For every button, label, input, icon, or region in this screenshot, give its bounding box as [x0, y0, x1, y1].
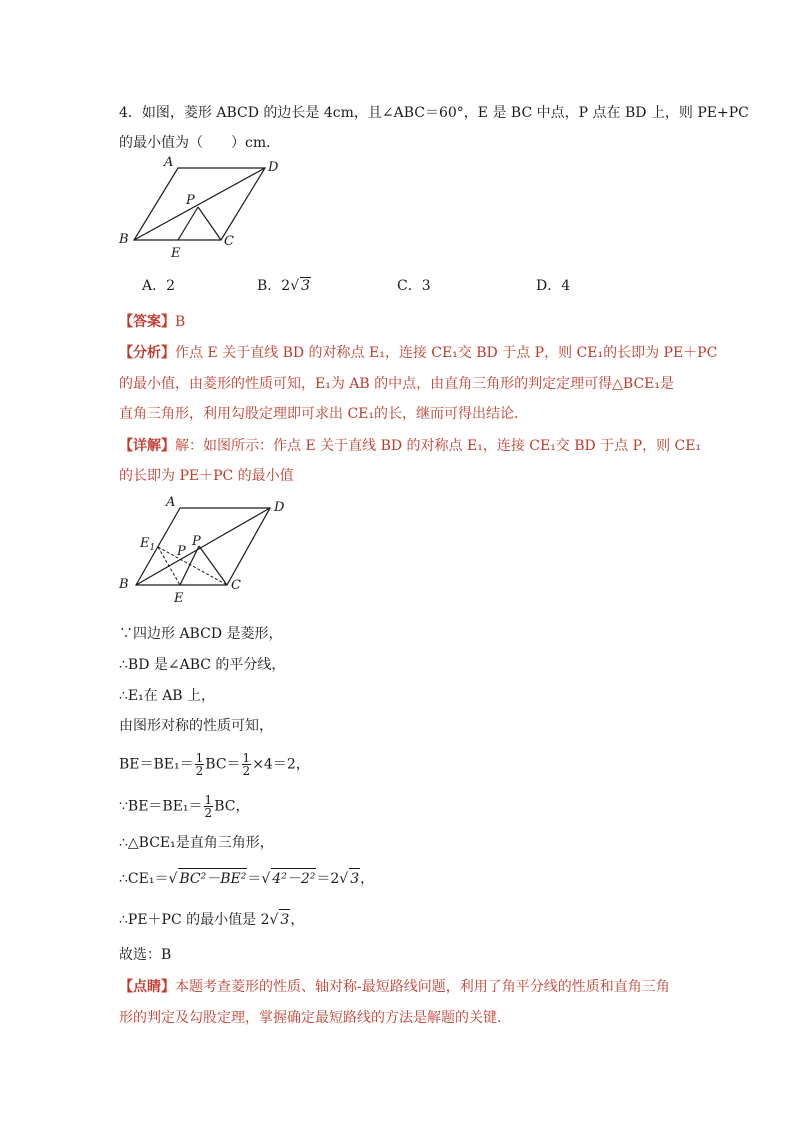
- diagonal-bd-2: [136, 508, 270, 585]
- comment-line-1: 【点睛】本题考查菱形的性质、轴对称-最短路线问题，利用了角平分线的性质和直角三角: [119, 979, 670, 995]
- rhombus-figure-1: [110, 155, 310, 265]
- label-b: B: [119, 232, 129, 247]
- question-line-1: 4．如图，菱形 ABCD 的边长是 4cm，且∠ABC＝60°，E 是 BC 中点，P 点在 BD 上，则 PE+PC: [119, 105, 749, 121]
- label2-e: E: [174, 591, 184, 606]
- segment-pe: [178, 207, 198, 240]
- step-2: ∴BD 是∠ABC 的平分线，: [119, 657, 286, 673]
- step-7: ∴△BCE₁是直角三角形，: [119, 835, 274, 851]
- step-6: ∵BE＝BE₁＝ $\frac{1}{2}$ BC，: [119, 793, 250, 820]
- label2-c: C: [231, 578, 241, 593]
- segment-pc: [198, 207, 221, 240]
- label-d: D: [268, 160, 279, 175]
- analysis-line-2: 的最小值，由菱形的性质可知，E₁为 AB 的中点，由直角三角形的判定定理可得△BCE₁是: [119, 376, 674, 392]
- question-line-2: 的最小值为（ ）cm．: [119, 135, 281, 151]
- option-d: D．4: [536, 278, 571, 294]
- label-p: P: [186, 193, 195, 208]
- detail-line-1: 【详解】解：如图所示：作点 E 关于直线 BD 的对称点 E₁，连接 CE₁交 BD 于点 P，则 CE₁: [119, 438, 702, 454]
- fraction-half: $\frac{1}{2}$: [242, 751, 251, 778]
- rhombus-figure-2: [110, 495, 310, 610]
- label-e: E: [171, 246, 181, 261]
- step-5: BE＝BE₁＝ $\frac{1}{2}$ BC＝ $\frac{1}{2}$ ×4＝2，: [119, 751, 310, 778]
- option-c: C．3: [397, 278, 431, 294]
- step-1: ∵四边形 ABCD 是菱形，: [119, 626, 283, 642]
- segment-pc-2: [199, 546, 227, 585]
- step-8: ∴CE₁＝√ BC²－BE²＝√ 4²－2²＝2√ 3，: [119, 868, 374, 889]
- label2-a: A: [166, 495, 176, 510]
- diagonal-bd: [134, 168, 265, 240]
- analysis-line-3: 直角三角形，利用勾股定理即可求出 CE₁的长，继而可得出结论．: [119, 406, 528, 422]
- fraction-half: $\frac{1}{2}$: [204, 793, 213, 820]
- step-3: ∴E₁在 AB 上，: [119, 688, 216, 704]
- comment-line-2: 形的判定及勾股定理，掌握确定最短路线的方法是解题的关键．: [119, 1010, 511, 1026]
- label2-p: P: [192, 534, 201, 549]
- label-c: C: [224, 234, 234, 249]
- detail-line-2: 的长即为 PE＋PC 的最小值: [119, 468, 294, 484]
- label-a: A: [164, 155, 174, 170]
- step-4: 由图形对称的性质可知，: [119, 718, 273, 734]
- option-a: A．2: [142, 278, 176, 294]
- analysis-line-1: 【分析】作点 E 关于直线 BD 的对称点 E₁，连接 CE₁交 BD 于点 P，则 CE₁的长即为 PE＋PC: [119, 345, 718, 361]
- label2-d: D: [274, 500, 285, 515]
- label2-e1: $E_1$: [140, 536, 156, 553]
- label2-p-small: P: [177, 544, 186, 559]
- step-9: ∴PE＋PC 的最小值是 2√ 3，: [119, 909, 304, 930]
- answer-line: 【答案】B: [119, 314, 186, 330]
- option-b: B．2√ 3: [257, 278, 311, 294]
- label2-b: B: [119, 577, 129, 592]
- step-10: 故选：B: [119, 947, 172, 963]
- fraction-half: $\frac{1}{2}$: [195, 751, 204, 778]
